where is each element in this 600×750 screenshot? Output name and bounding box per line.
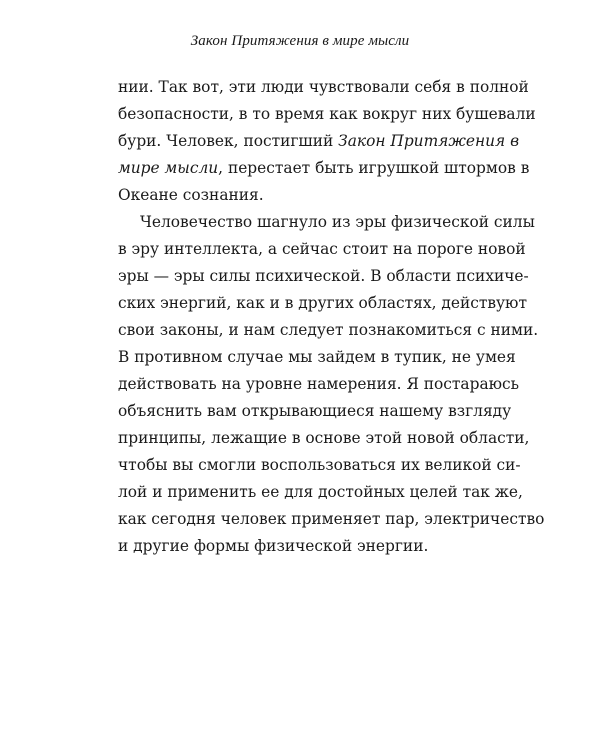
italic-book-title: Закон Притяжения в bbox=[338, 132, 520, 150]
paragraph-line: ских энергий, как и в других областях, действуют bbox=[118, 294, 527, 312]
paragraph-line: принципы, лежащие в основе этой новой области, bbox=[118, 429, 530, 447]
paragraph-line: как сегодня человек применяет пар, электричество bbox=[118, 510, 545, 528]
paragraph-line: Океане сознания. bbox=[118, 186, 264, 204]
paragraph-line: В противном случае мы зайдем в тупик, не умея bbox=[118, 348, 516, 366]
paragraph-line: и другие формы физической энергии. bbox=[118, 537, 429, 555]
paragraph-line: безопасности, в то время как вокруг них бушевали bbox=[118, 105, 536, 123]
text-run: , перестает быть игрушкой штормов в bbox=[218, 159, 530, 177]
paragraph-line: нии. Так вот, эти люди чувствовали себя в полной bbox=[118, 78, 529, 96]
paragraph-2 bbox=[118, 209, 545, 560]
paragraph-line: объяснить вам открывающиеся нашему взгляду bbox=[118, 402, 512, 420]
paragraph-line: свои законы, и нам следует познакомиться с ними. bbox=[118, 321, 539, 339]
paragraph-line: лой и применить ее для достойных целей так же, bbox=[118, 483, 523, 501]
italic-book-title: мире мысли bbox=[118, 159, 219, 177]
paragraph-line bbox=[118, 155, 530, 182]
paragraph-line: чтобы вы смогли воспользоваться их великой си- bbox=[118, 456, 521, 474]
paragraph-line: в эру интеллекта, а сейчас стоит на пороге новой bbox=[118, 240, 526, 258]
paragraph-line: Человечество шагнуло из эры физической силы bbox=[140, 213, 535, 231]
running-head: Закон Притяжения в мире мысли bbox=[190, 33, 410, 49]
text-run: бури. Человек, постигший bbox=[118, 132, 339, 150]
body-text bbox=[118, 74, 545, 560]
paragraph-line: эры — эры силы психической. В области психиче- bbox=[118, 267, 529, 285]
paragraph-line: действовать на уровне намерения. Я постараюсь bbox=[118, 375, 520, 393]
paragraph-line bbox=[118, 128, 520, 155]
paragraph-1 bbox=[118, 74, 536, 209]
